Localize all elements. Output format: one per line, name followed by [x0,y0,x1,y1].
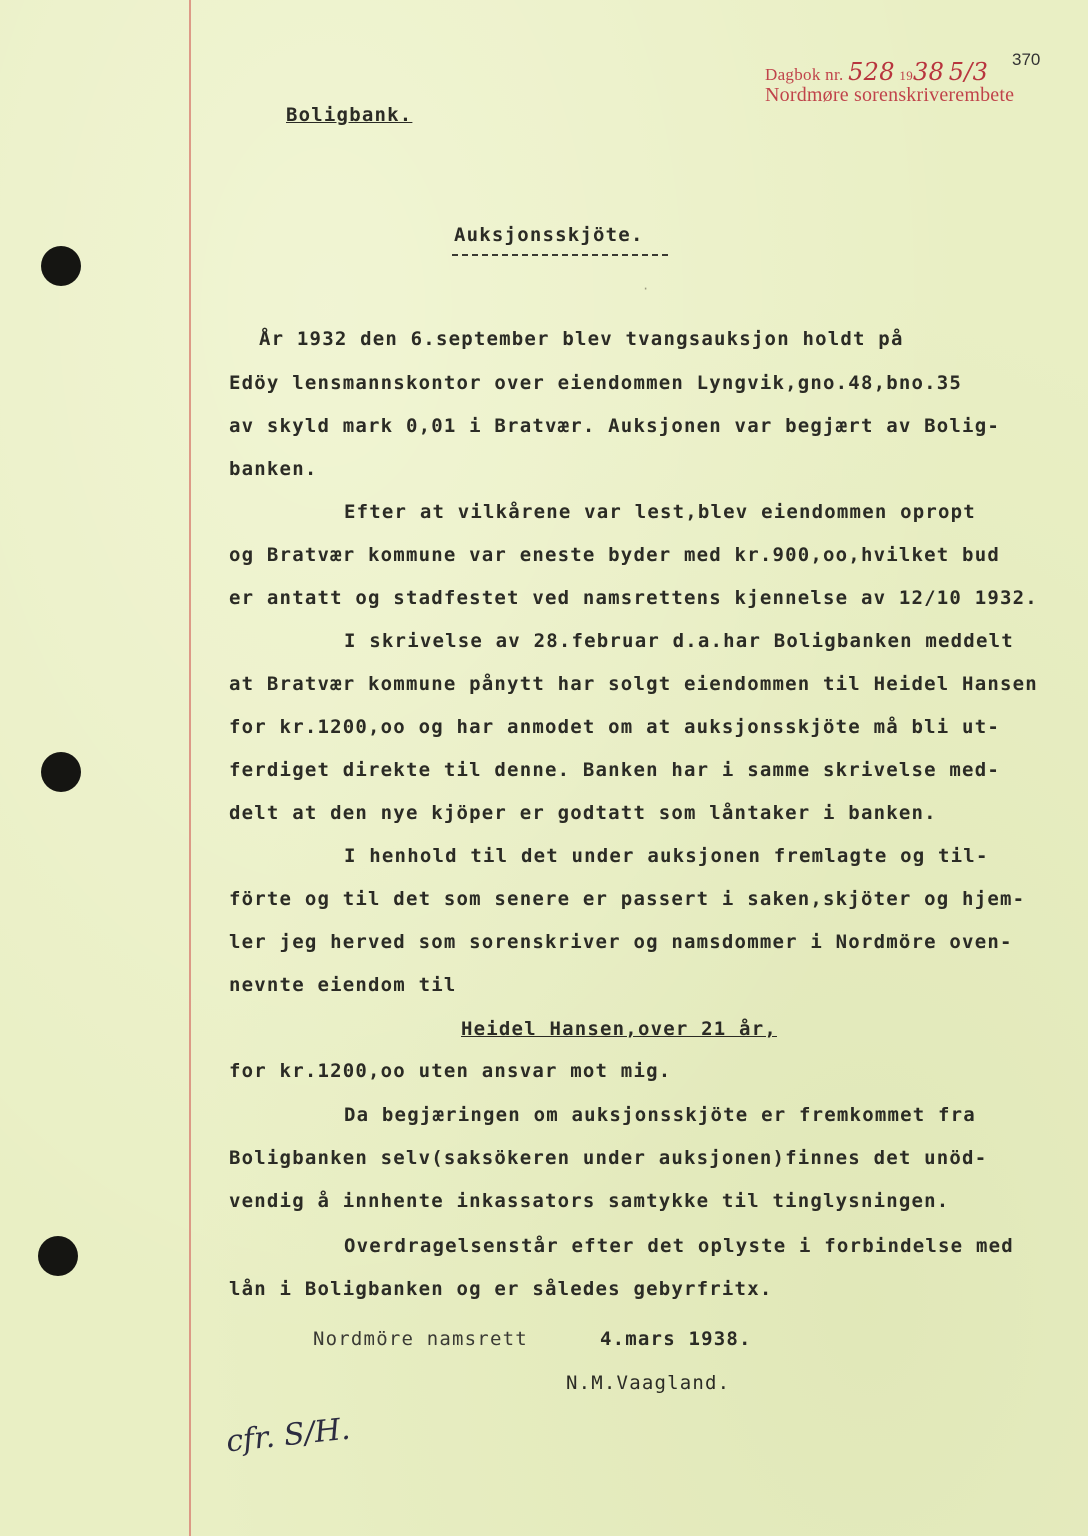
red-margin-line [189,0,191,1536]
court-place: Nordmöre namsrett [313,1328,528,1350]
body-line: Efter at vilkårene var lest,blev eiendommen opropt [344,501,976,523]
document-title: Auksjonsskjöte. [454,224,644,246]
body-line: er antatt og stadfestet ved namsrettens kjennelse av 12/10 1932. [229,587,1038,609]
stamp-date: 5/3 [948,58,989,86]
stamp-prefix: Dagbok nr. [765,65,844,84]
bank-heading: Boligbank. [286,104,413,126]
body-line: lån i Boligbanken og er således gebyrfritx. [229,1278,773,1300]
folio-number: 370 [1012,50,1041,69]
grantee-name: Heidel Hansen,over 21 år, [461,1018,777,1040]
journal-stamp-office: Nordmøre sorenskriverembete [765,84,1015,106]
body-line: at Bratvær kommune pånytt har solgt eiendommen til Heidel Hansen [229,673,1038,695]
body-line: Boligbanken selv(saksökeren under auksjonen)finnes det unöd- [229,1147,988,1169]
handwritten-initials: cfr. S/H. [224,1411,352,1460]
stamp-year-prefix: 19 [899,68,913,83]
body-line: banken. [229,458,318,480]
stamp-journal-number: 528 [848,58,895,86]
punch-hole-middle [41,752,81,792]
body-line: Edöy lensmannskontor over eiendommen Lyngvik,gno.48,bno.35 [229,372,963,394]
body-line: og Bratvær kommune var eneste byder med kr.900,oo,hvilket bud [229,544,1000,566]
signatory-name: N.M.Vaagland. [566,1372,731,1394]
body-line: nevnte eiendom til [229,974,457,996]
body-line: Da begjæringen om auksjonsskjöte er fremkommet fra [344,1104,976,1126]
body-line: av skyld mark 0,01 i Bratvær. Auksjonen var begjært av Bolig- [229,415,1000,437]
body-line: År 1932 den 6.september blev tvangsauksjon holdt på [259,328,904,350]
stamp-year: 38 [913,58,945,86]
body-line: vendig å innhente inkassators samtykke til tinglysningen. [229,1190,950,1212]
body-line: ferdiget direkte til denne. Banken har i samme skrivelse med- [229,759,1000,781]
body-line: ler jeg herved som sorenskriver og namsdommer i Nordmöre oven- [229,931,1013,953]
body-line: förte og til det som senere er passert i saken,skjöter og hjem- [229,888,1026,910]
punch-hole-top [41,246,81,286]
title-dashed-underline [452,254,668,256]
journal-stamp-number-line [765,58,988,86]
body-line: I skrivelse av 28.februar d.a.har Boligbanken meddelt [344,630,1014,652]
body-line: for kr.1200,oo og har anmodet om at auksjonsskjöte må bli ut- [229,716,1000,738]
body-line: for kr.1200,oo uten ansvar mot mig. [229,1060,672,1082]
body-line: I henhold til det under auksjonen fremlagte og til- [344,845,989,867]
paper-speck: · [642,282,650,296]
body-line: Overdragelsenstår efter det oplyste i forbindelse med [344,1235,1014,1257]
punch-hole-bottom [38,1236,78,1276]
body-line: delt at den nye kjöper er godtatt som låntaker i banken. [229,802,937,824]
court-date: 4.mars 1938. [600,1328,752,1350]
